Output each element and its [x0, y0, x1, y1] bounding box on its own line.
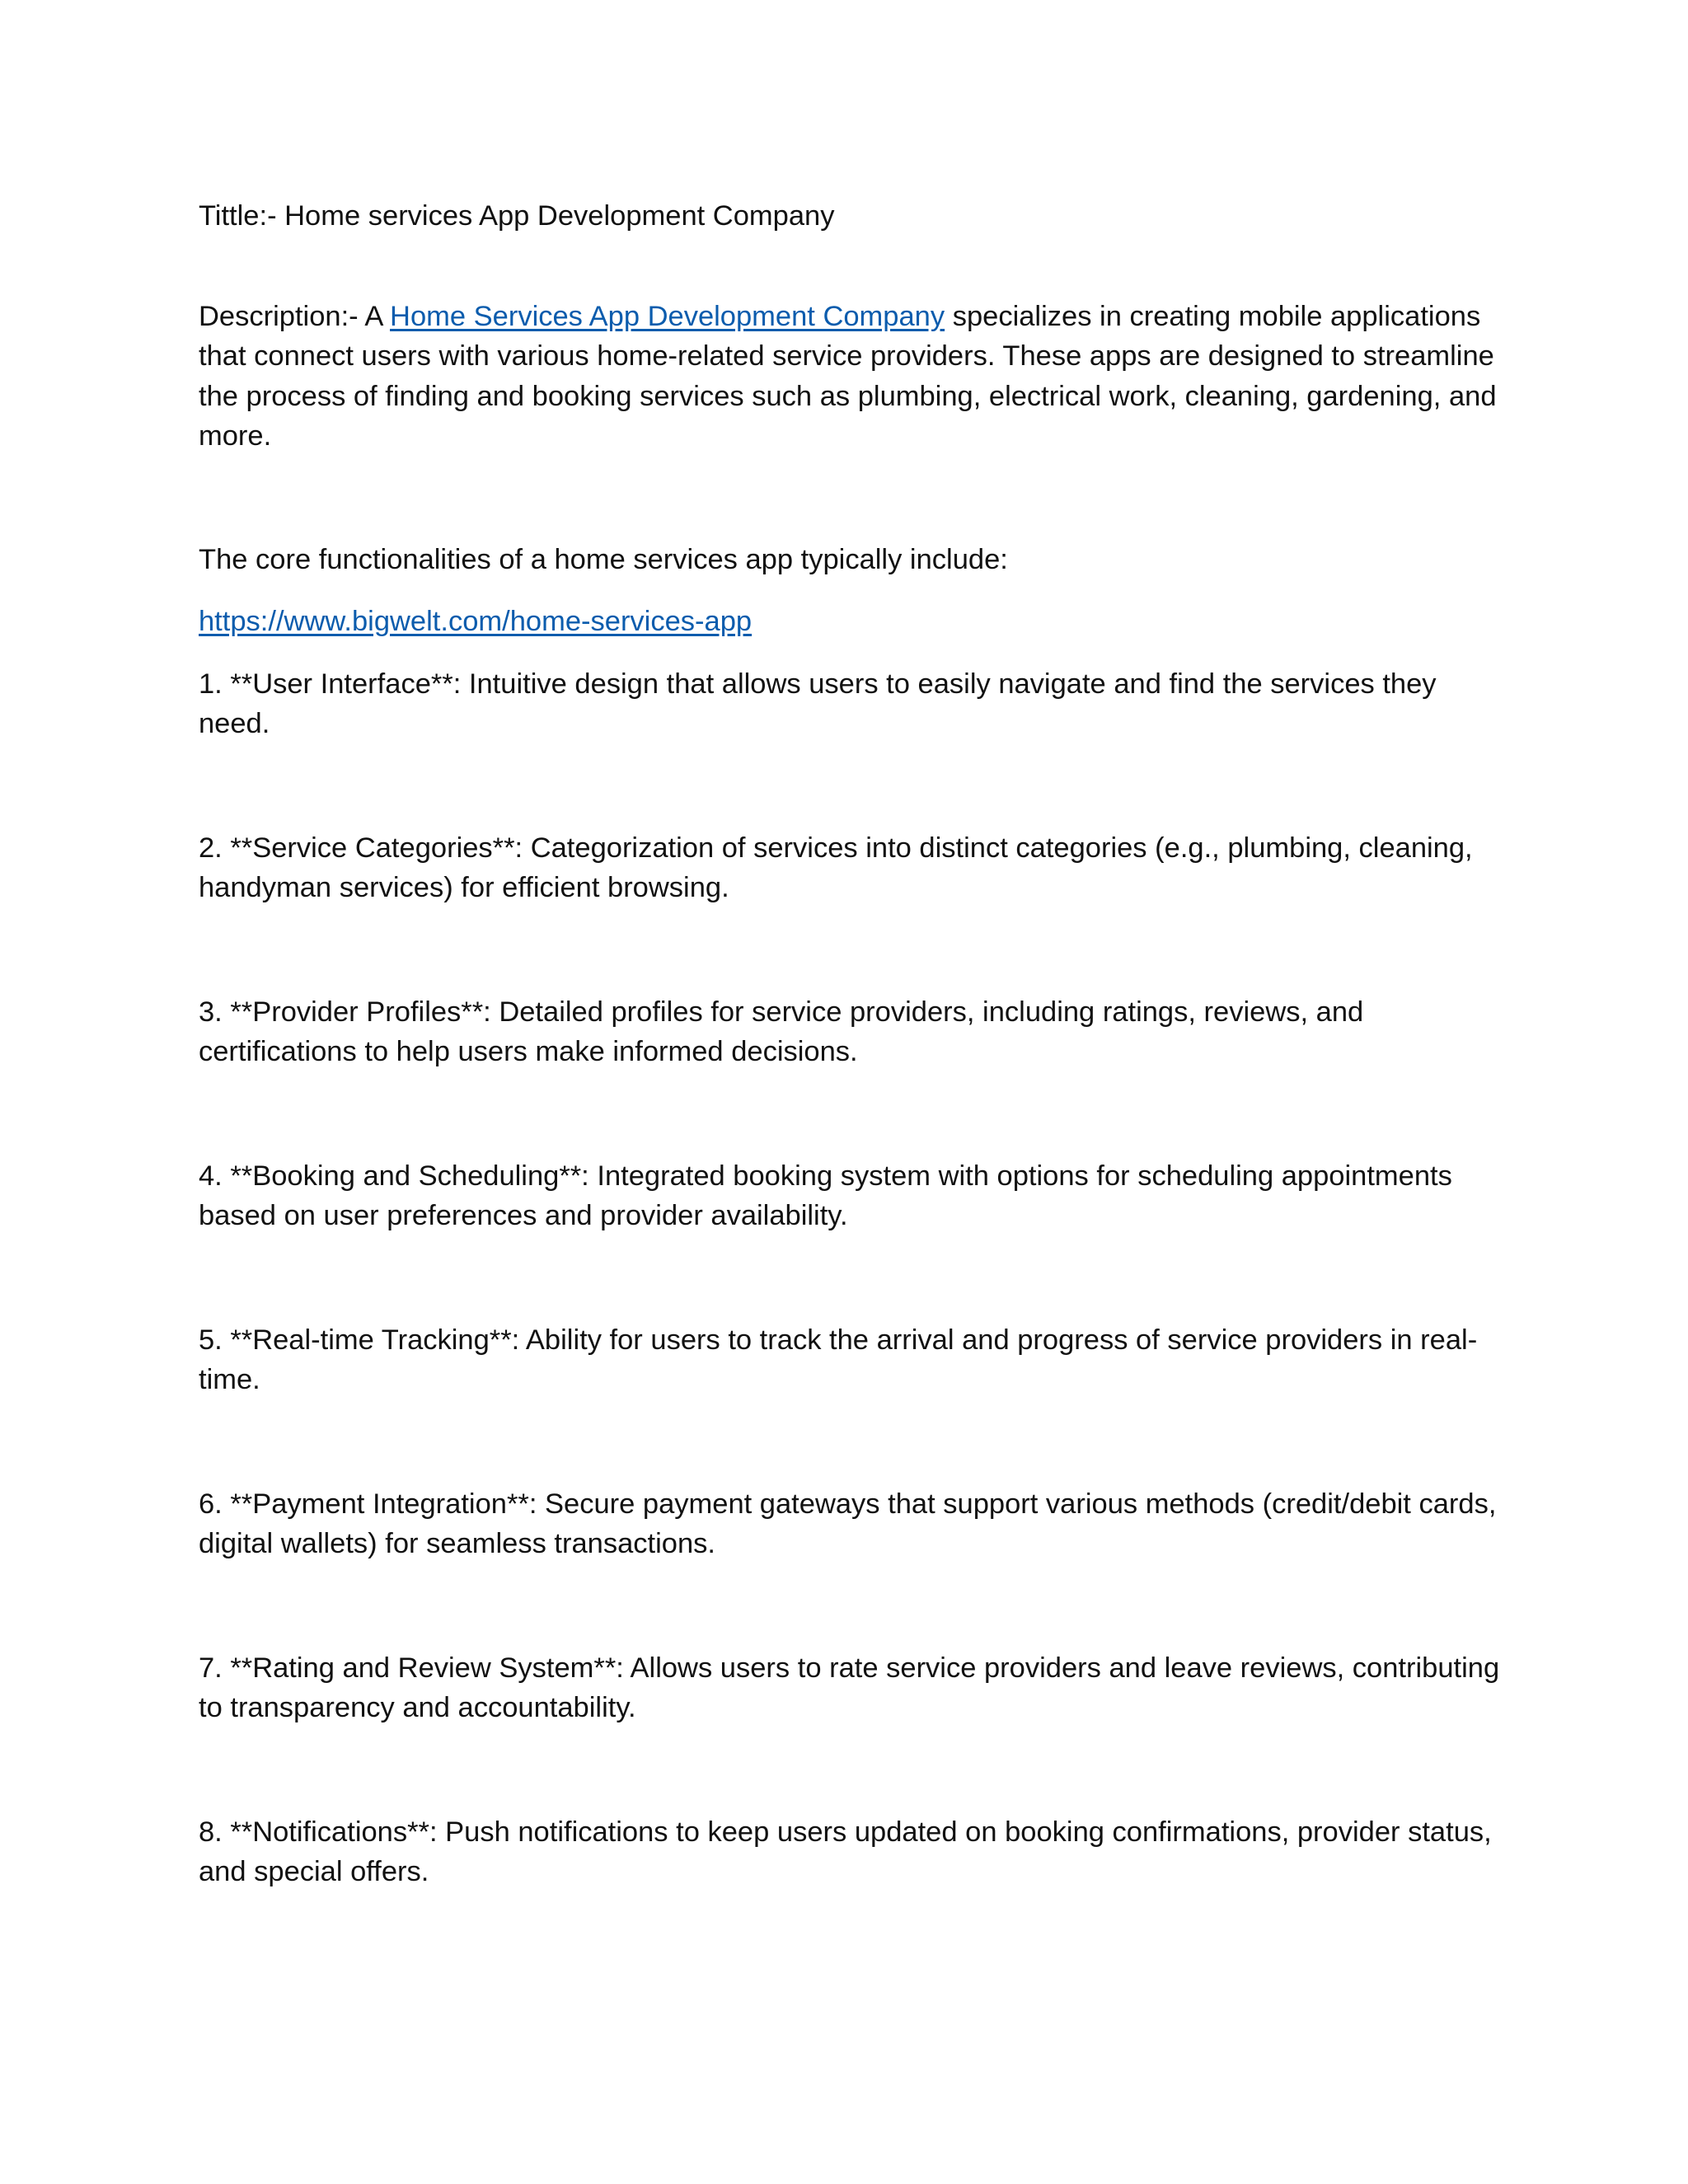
description-paragraph	[199, 297, 1501, 457]
document-body	[199, 196, 1501, 1892]
website-url-link[interactable]: https://www.bigwelt.com/home-services-app	[199, 606, 753, 637]
feature-item-notifications: 8. **Notifications**: Push notifications to keep users updated on booking confirmations, provider status, and special offers.	[199, 1816, 1492, 1887]
company-link[interactable]: Home Services App Development Company	[390, 300, 945, 332]
intro-text: The core functionalities of a home services app typically include:	[199, 543, 1008, 575]
feature-item-service-categories: 2. **Service Categories**: Categorization of services into distinct categories (e.g., plumbing, cleaning, handyman services) for efficient browsing.	[199, 832, 1473, 903]
feature-item-payment-integration: 6. **Payment Integration**: Secure payment gateways that support various methods (credit/debit cards, digital wallets) for seamless transactions.	[199, 1488, 1497, 1559]
url-line	[199, 602, 1501, 642]
document-title: Tittle:- Home services App Development Company	[199, 200, 835, 232]
feature-item-user-interface: 1. **User Interface**: Intuitive design that allows users to easily navigate and find the services they need.	[199, 668, 1437, 739]
feature-item-rating-review: 7. **Rating and Review System**: Allows users to rate service providers and leave reviews, contributing to transparency and accountability.	[199, 1652, 1500, 1723]
feature-list	[199, 664, 1501, 1892]
feature-item-real-time-tracking: 5. **Real-time Tracking**: Ability for users to track the arrival and progress of service providers in real-time.	[199, 1324, 1478, 1395]
feature-item-booking-scheduling: 4. **Booking and Scheduling**: Integrated booking system with options for scheduling appointments based on user preferences and provider availability.	[199, 1160, 1452, 1231]
description-suffix: specializes in creating mobile applications that connect users with various home-related service providers. These apps are designed to streamline the process of finding and booking services such as plumbing, electrical work, cleaning, gardening, and more.	[199, 300, 1497, 452]
feature-item-provider-profiles: 3. **Provider Profiles**: Detailed profiles for service providers, including ratings, reviews, and certifications to help users make informed decisions.	[199, 996, 1364, 1067]
description-prefix: Description:- A	[199, 300, 391, 332]
